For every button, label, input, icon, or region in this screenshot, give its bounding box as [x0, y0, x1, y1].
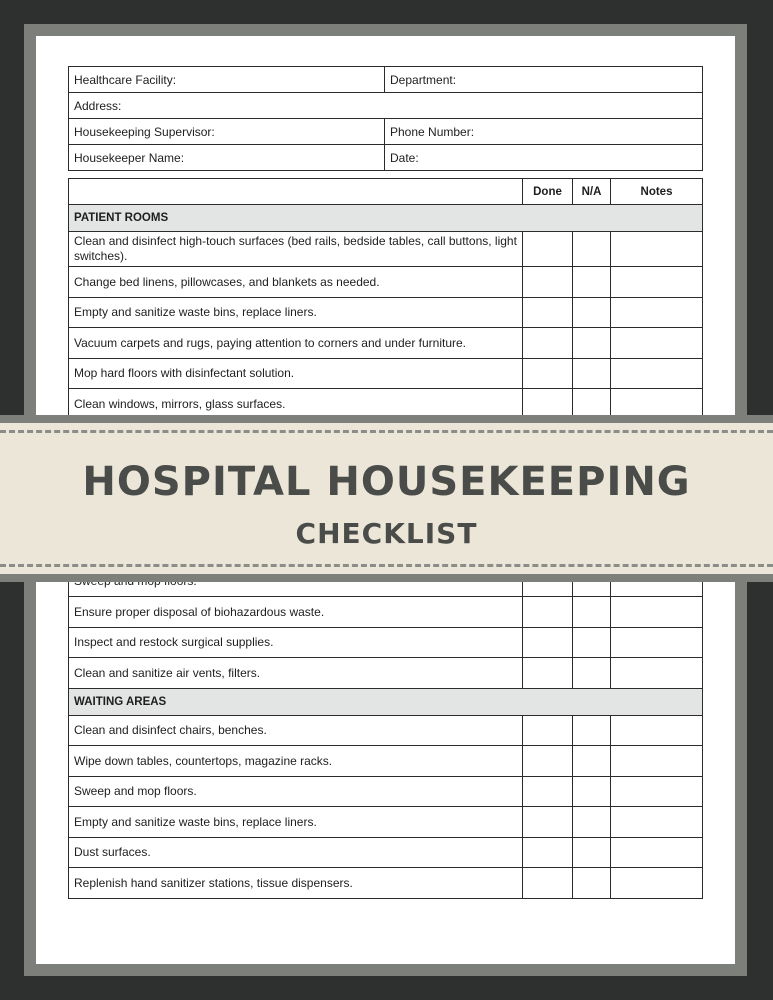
notes-field[interactable] — [611, 658, 703, 689]
done-checkbox[interactable] — [523, 627, 573, 658]
na-checkbox[interactable] — [573, 328, 611, 359]
section-title: WAITING AREAS — [69, 688, 703, 715]
na-checkbox[interactable] — [573, 267, 611, 298]
table-row — [69, 837, 703, 868]
table-row — [69, 328, 703, 359]
section-title: PATIENT ROOMS — [69, 205, 703, 232]
task-label: Vacuum carpets and rugs, paying attention to corners and under furniture. — [69, 328, 523, 359]
section-header-patient-rooms — [69, 205, 703, 232]
done-checkbox[interactable] — [523, 807, 573, 838]
notes-column-header: Notes — [611, 179, 703, 205]
table-row — [69, 597, 703, 628]
na-checkbox[interactable] — [573, 868, 611, 899]
na-checkbox[interactable] — [573, 658, 611, 689]
task-label: Empty and sanitize waste bins, replace liners. — [69, 807, 523, 838]
table-row — [69, 358, 703, 389]
notes-field[interactable] — [611, 868, 703, 899]
done-checkbox[interactable] — [523, 715, 573, 746]
na-checkbox[interactable] — [573, 776, 611, 807]
task-label: Ensure proper disposal of biohazardous waste. — [69, 597, 523, 628]
done-column-header: Done — [523, 179, 573, 205]
table-row — [69, 807, 703, 838]
task-label: Clean and disinfect high-touch surfaces (bed rails, bedside tables, call buttons, light switches). — [69, 232, 523, 267]
task-column-header — [69, 179, 523, 205]
notes-field[interactable] — [611, 267, 703, 298]
notes-field[interactable] — [611, 597, 703, 628]
facility-info-table — [68, 66, 703, 171]
na-column-header: N/A — [573, 179, 611, 205]
task-label: Clean and sanitize air vents, filters. — [69, 658, 523, 689]
table-row — [69, 868, 703, 899]
na-checkbox[interactable] — [573, 297, 611, 328]
notes-field[interactable] — [611, 297, 703, 328]
done-checkbox[interactable] — [523, 232, 573, 267]
table-row — [69, 297, 703, 328]
notes-field[interactable] — [611, 837, 703, 868]
notes-field[interactable] — [611, 358, 703, 389]
na-checkbox[interactable] — [573, 837, 611, 868]
notes-field[interactable] — [611, 807, 703, 838]
section-header-waiting-areas — [69, 688, 703, 715]
task-label: Clean and disinfect chairs, benches. — [69, 715, 523, 746]
notes-field[interactable] — [611, 746, 703, 777]
address-field[interactable]: Address: — [69, 93, 703, 119]
notes-field[interactable] — [611, 715, 703, 746]
table-row — [69, 232, 703, 267]
column-header-row — [69, 179, 703, 205]
banner-dashed-border-top — [0, 430, 773, 433]
task-label: Clean windows, mirrors, glass surfaces. — [69, 389, 523, 420]
housekeeper-field[interactable]: Housekeeper Name: — [69, 145, 385, 171]
na-checkbox[interactable] — [573, 807, 611, 838]
table-row — [69, 776, 703, 807]
task-label: Inspect and restock surgical supplies. — [69, 627, 523, 658]
department-field[interactable]: Department: — [385, 67, 703, 93]
na-checkbox[interactable] — [573, 715, 611, 746]
banner-dashed-border-bottom — [0, 564, 773, 567]
done-checkbox[interactable] — [523, 597, 573, 628]
na-checkbox[interactable] — [573, 746, 611, 777]
table-row — [69, 715, 703, 746]
title-banner — [0, 415, 773, 582]
table-row — [69, 267, 703, 298]
banner-panel — [0, 423, 773, 574]
date-field[interactable]: Date: — [385, 145, 703, 171]
notes-field[interactable] — [611, 232, 703, 267]
task-label: Replenish hand sanitizer stations, tissue dispensers. — [69, 868, 523, 899]
supervisor-field[interactable]: Housekeeping Supervisor: — [69, 119, 385, 145]
task-label: Dust surfaces. — [69, 837, 523, 868]
done-checkbox[interactable] — [523, 658, 573, 689]
phone-field[interactable]: Phone Number: — [385, 119, 703, 145]
facility-field[interactable]: Healthcare Facility: — [69, 67, 385, 93]
na-checkbox[interactable] — [573, 597, 611, 628]
banner-subtitle: CHECKLIST — [295, 517, 478, 550]
done-checkbox[interactable] — [523, 328, 573, 359]
task-label: Empty and sanitize waste bins, replace liners. — [69, 297, 523, 328]
notes-field[interactable] — [611, 328, 703, 359]
done-checkbox[interactable] — [523, 358, 573, 389]
task-label: Mop hard floors with disinfectant solution. — [69, 358, 523, 389]
na-checkbox[interactable] — [573, 358, 611, 389]
table-row — [69, 746, 703, 777]
done-checkbox[interactable] — [523, 776, 573, 807]
na-checkbox[interactable] — [573, 627, 611, 658]
done-checkbox[interactable] — [523, 297, 573, 328]
table-row — [69, 627, 703, 658]
task-label: Sweep and mop floors. — [69, 776, 523, 807]
notes-field[interactable] — [611, 776, 703, 807]
task-label: Wipe down tables, countertops, magazine racks. — [69, 746, 523, 777]
task-label: Change bed linens, pillowcases, and blankets as needed. — [69, 267, 523, 298]
done-checkbox[interactable] — [523, 746, 573, 777]
done-checkbox[interactable] — [523, 267, 573, 298]
notes-field[interactable] — [611, 627, 703, 658]
banner-title: HOSPITAL HOUSEKEEPING — [82, 459, 691, 505]
done-checkbox[interactable] — [523, 837, 573, 868]
na-checkbox[interactable] — [573, 232, 611, 267]
table-row — [69, 658, 703, 689]
done-checkbox[interactable] — [523, 868, 573, 899]
